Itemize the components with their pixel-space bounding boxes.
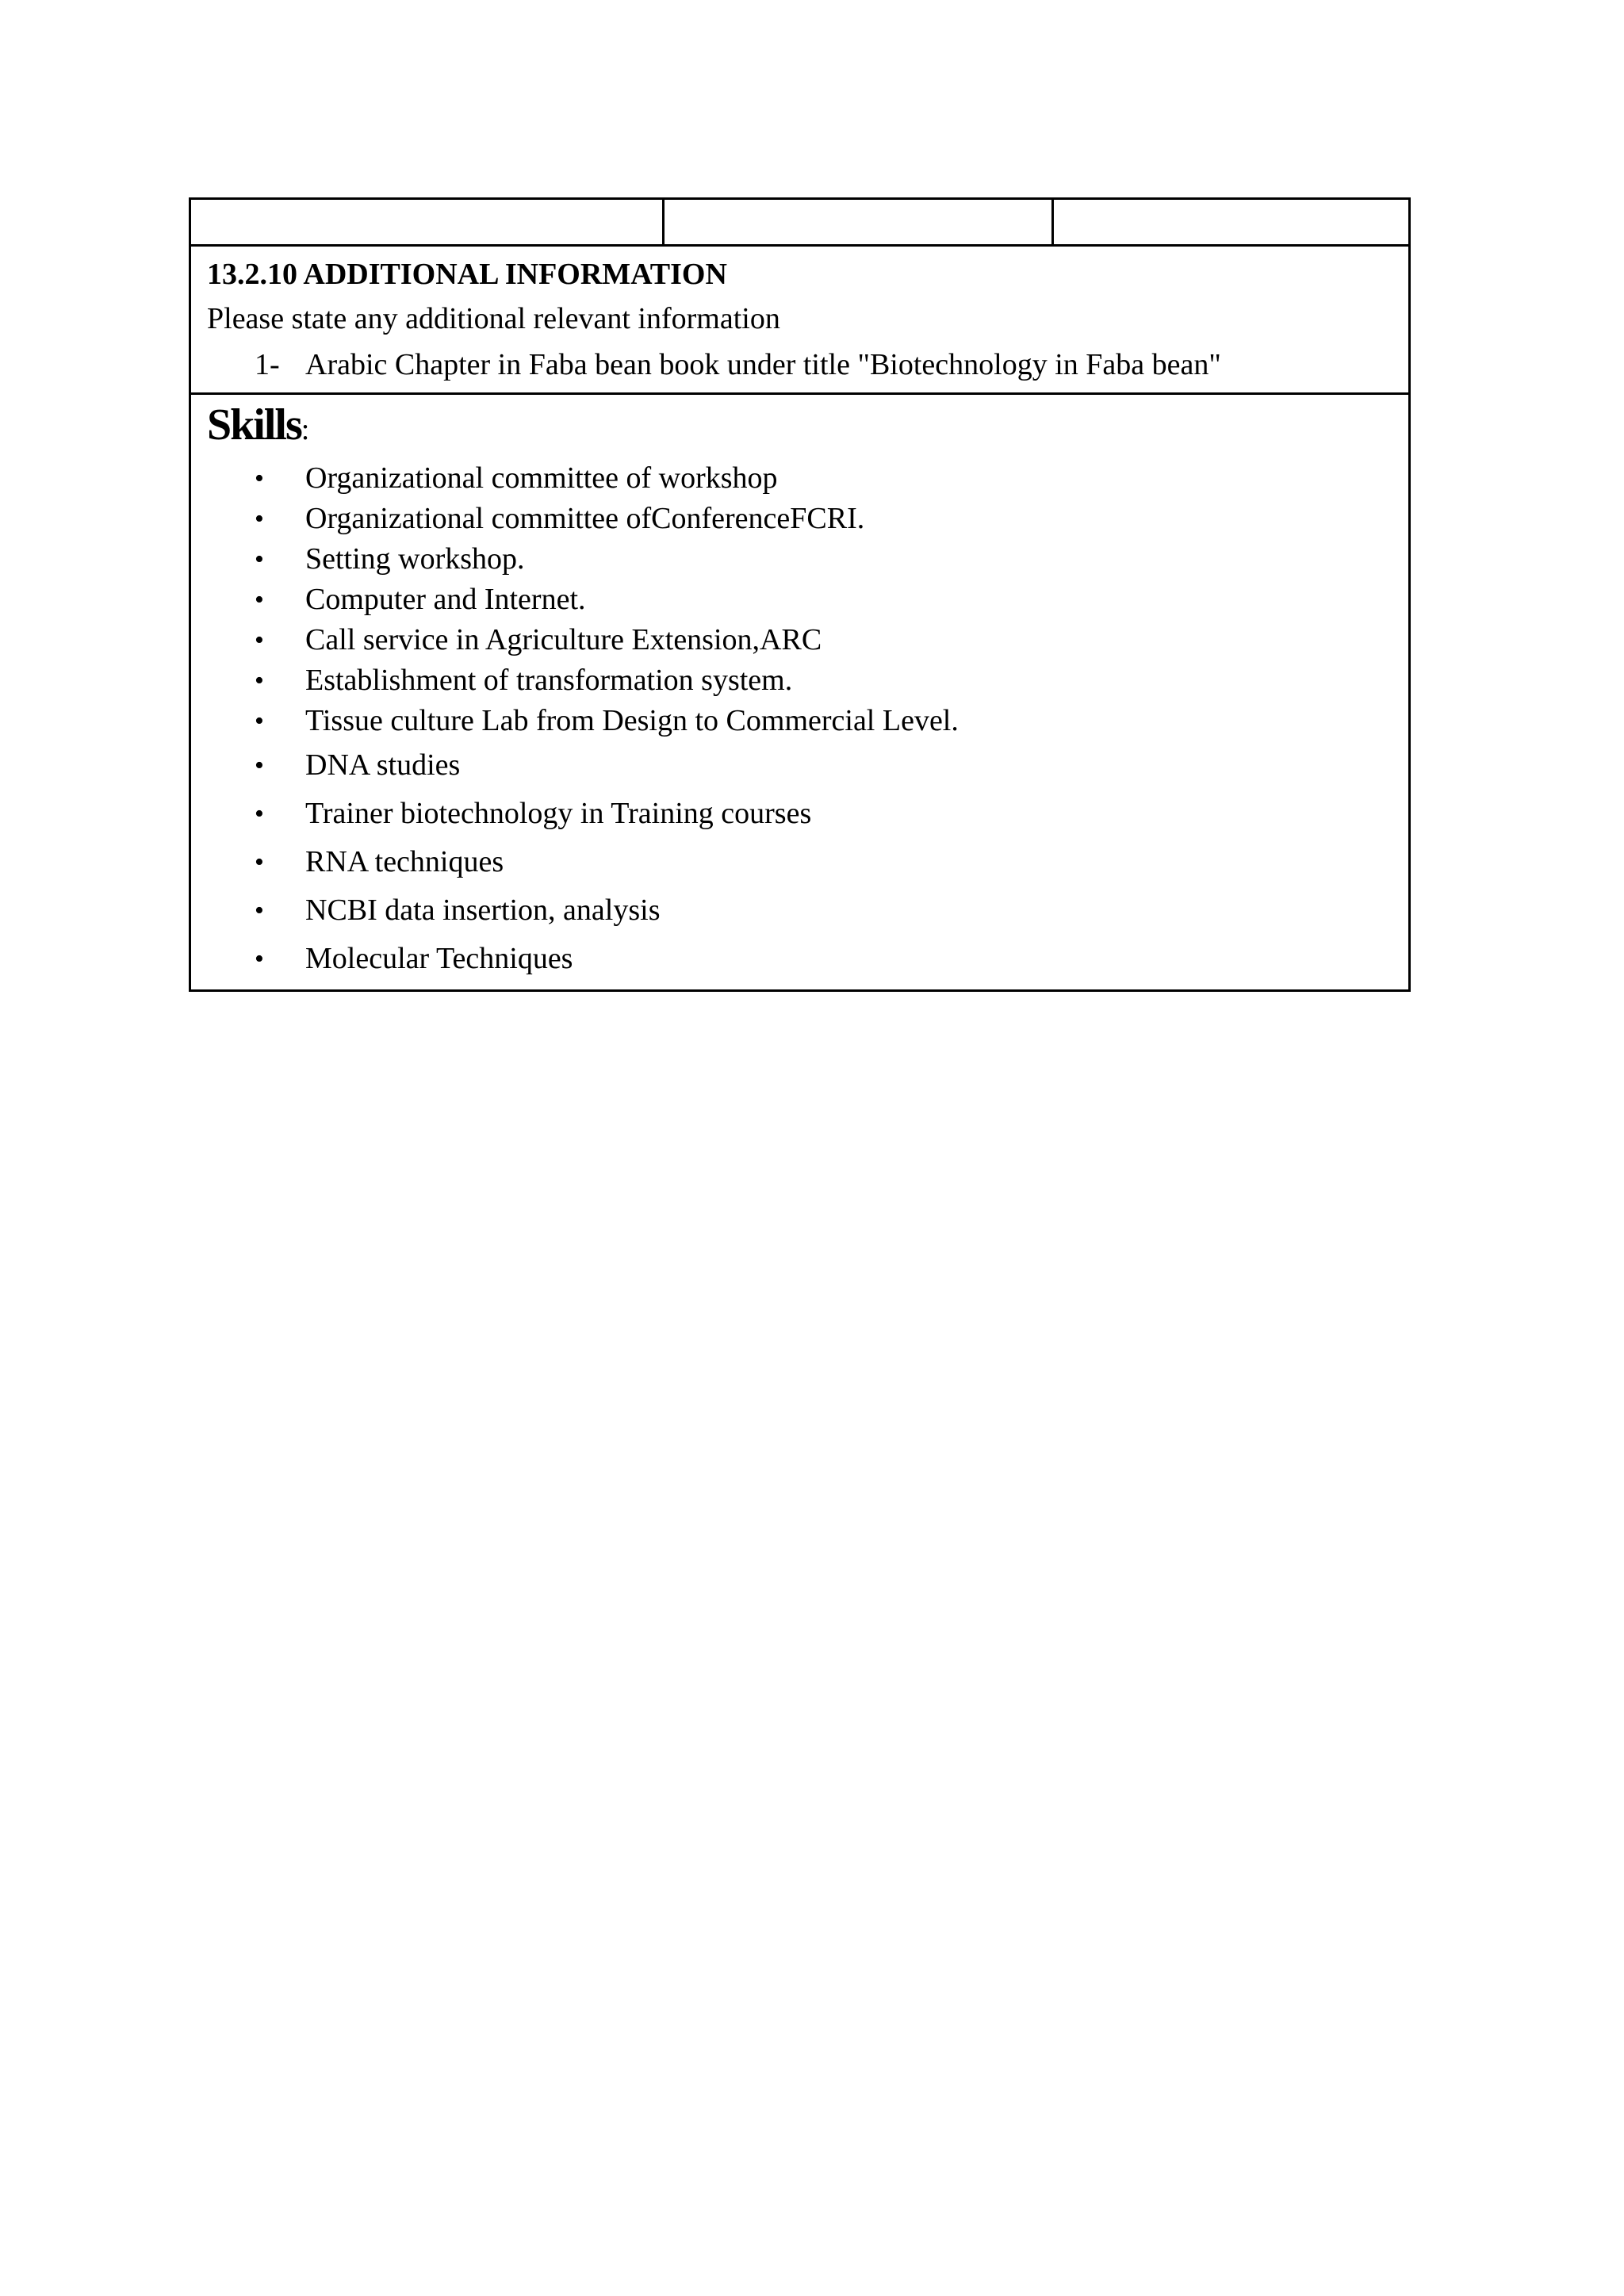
skill-text: Organizational committee of workshop	[305, 461, 778, 495]
skill-item	[207, 790, 1392, 838]
skill-text: RNA techniques	[305, 845, 504, 878]
bullet-icon: •	[255, 706, 264, 736]
skill-item	[207, 660, 1392, 701]
empty-table-row	[190, 199, 1410, 246]
bullet-icon: •	[255, 751, 264, 780]
skill-item	[207, 620, 1392, 660]
bullet-icon: •	[255, 626, 264, 655]
skill-item	[207, 838, 1392, 886]
bullet-icon: •	[255, 666, 264, 695]
skill-item	[207, 499, 1392, 539]
item-number: 1-	[255, 348, 280, 381]
skill-text: Tissue culture Lab from Design to Commercial Level.	[305, 704, 959, 737]
additional-info-row	[190, 246, 1410, 394]
empty-cell-1	[190, 199, 664, 246]
item-text: Arabic Chapter in Faba bean book under title "Biotechnology in Faba bean"	[305, 348, 1221, 381]
bullet-icon: •	[255, 944, 264, 974]
skills-cell	[190, 394, 1410, 991]
bullet-icon: •	[255, 585, 264, 614]
skills-row	[190, 394, 1410, 991]
skills-title-colon: :	[301, 413, 310, 446]
skill-text: Trainer biotechnology in Training courses	[305, 797, 812, 830]
skills-title-text: Skills	[207, 400, 301, 450]
skill-item	[207, 741, 1392, 790]
skill-text: DNA studies	[305, 748, 461, 782]
skill-item	[207, 886, 1392, 935]
skills-title	[207, 396, 1392, 458]
skills-list	[207, 458, 1392, 983]
bullet-icon: •	[255, 799, 264, 828]
bullet-icon: •	[255, 464, 264, 493]
bullet-icon: •	[255, 545, 264, 574]
empty-cell-3	[1053, 199, 1410, 246]
skill-item	[207, 539, 1392, 580]
skill-text: Setting workshop.	[305, 542, 525, 576]
skill-text: Establishment of transformation system.	[305, 664, 793, 697]
skill-text: Molecular Techniques	[305, 942, 573, 975]
numbered-item	[255, 342, 1392, 388]
skill-text: Organizational committee ofConferenceFCRI.	[305, 502, 865, 535]
skill-text: Computer and Internet.	[305, 583, 586, 616]
skill-item	[207, 935, 1392, 983]
bullet-icon: •	[255, 848, 264, 877]
section-prompt: Please state any additional relevant information	[207, 302, 780, 335]
skill-item	[207, 458, 1392, 499]
bullet-icon: •	[255, 504, 264, 534]
skill-item	[207, 701, 1392, 741]
additional-info-cell	[190, 246, 1410, 394]
skill-text: NCBI data insertion, analysis	[305, 894, 661, 927]
empty-cell-2	[664, 199, 1053, 246]
document-table	[189, 197, 1411, 992]
bullet-icon: •	[255, 896, 264, 925]
skill-text: Call service in Agriculture Extension,ARC	[305, 623, 822, 656]
section-heading: 13.2.10 ADDITIONAL INFORMATION	[207, 258, 727, 291]
skill-item	[207, 580, 1392, 620]
